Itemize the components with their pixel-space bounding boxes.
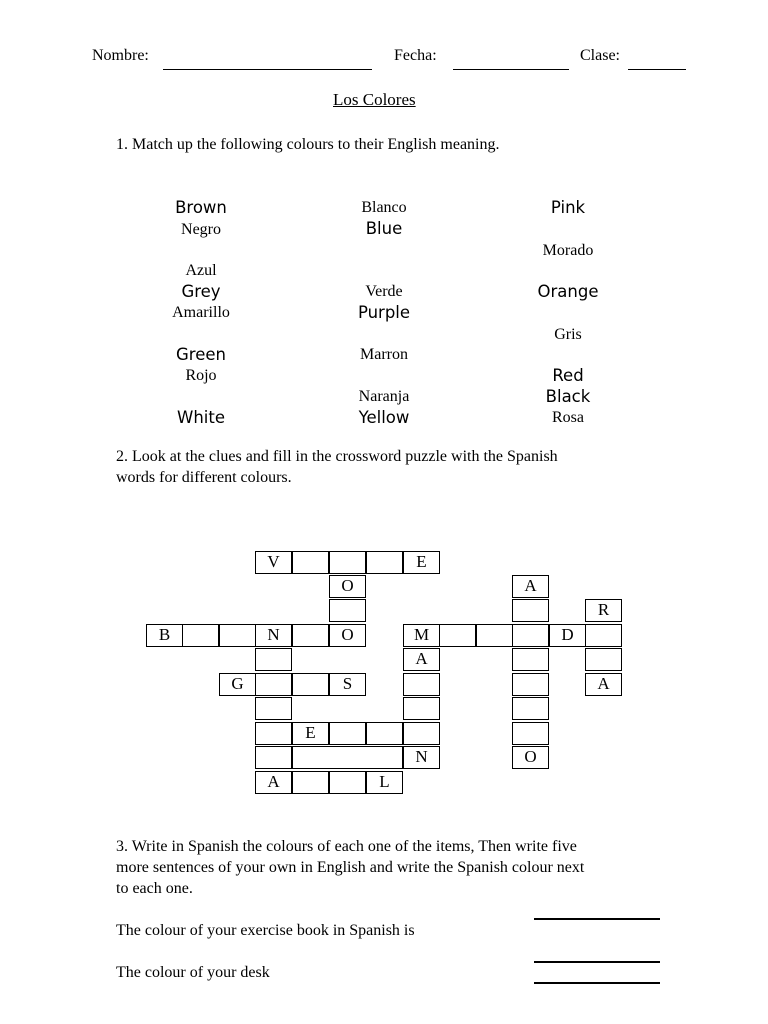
- crossword-cell[interactable]: [329, 771, 366, 794]
- crossword-cell[interactable]: N: [403, 746, 440, 769]
- crossword-cell[interactable]: L: [366, 771, 403, 794]
- crossword-cell[interactable]: [292, 551, 329, 574]
- crossword-cell[interactable]: [255, 722, 292, 745]
- crossword-cell[interactable]: [403, 673, 440, 696]
- crossword-cell[interactable]: [292, 673, 329, 696]
- crossword-cell[interactable]: G: [219, 673, 256, 696]
- crossword-cell[interactable]: [255, 648, 292, 671]
- word-amarillo: Amarillo: [172, 304, 230, 321]
- crossword-cell[interactable]: M: [403, 624, 440, 647]
- clase-field[interactable]: [628, 69, 686, 70]
- crossword-cell[interactable]: [255, 673, 292, 696]
- crossword-cell[interactable]: [292, 746, 403, 769]
- crossword-cell[interactable]: [512, 673, 549, 696]
- fecha-field[interactable]: [453, 69, 569, 70]
- crossword-cell[interactable]: [255, 697, 292, 720]
- word-verde: Verde: [365, 283, 403, 300]
- crossword-cell[interactable]: O: [512, 746, 549, 769]
- word-grey: Grey: [181, 282, 221, 301]
- crossword-cell[interactable]: D: [549, 624, 586, 647]
- item-1-answer-line[interactable]: [534, 918, 660, 920]
- crossword-cell[interactable]: [329, 599, 366, 622]
- crossword-cell[interactable]: O: [329, 575, 366, 598]
- fecha-label: Fecha:: [394, 47, 437, 64]
- crossword-cell[interactable]: [439, 624, 476, 647]
- crossword-cell[interactable]: B: [146, 624, 183, 647]
- word-pink: Pink: [550, 198, 586, 217]
- crossword-cell[interactable]: [512, 599, 549, 622]
- question-3-line-3: to each one.: [116, 880, 193, 897]
- item-1-text: The colour of your exercise book in Spanish is: [116, 922, 415, 939]
- crossword-cell[interactable]: [219, 624, 256, 647]
- crossword-cell[interactable]: [512, 624, 549, 647]
- crossword-cell[interactable]: [292, 771, 329, 794]
- crossword-cell[interactable]: [292, 624, 329, 647]
- crossword-cell[interactable]: [585, 648, 622, 671]
- clase-label: Clase:: [580, 47, 620, 64]
- word-yellow: Yellow: [358, 408, 410, 427]
- crossword-cell[interactable]: [512, 722, 549, 745]
- word-white: White: [177, 408, 225, 427]
- question-2-line-1: 2. Look at the clues and fill in the crossword puzzle with the Spanish: [116, 448, 558, 465]
- item-2-answer-line[interactable]: [534, 961, 660, 963]
- crossword-cell[interactable]: [476, 624, 513, 647]
- crossword-cell[interactable]: [366, 551, 403, 574]
- crossword-cell[interactable]: [403, 722, 440, 745]
- word-gris: Gris: [554, 326, 582, 343]
- question-1-text: 1. Match up the following colours to their English meaning.: [116, 136, 500, 153]
- question-3-line-2: more sentences of your own in English and write the Spanish colour next: [116, 859, 585, 876]
- word-red: Red: [552, 366, 584, 385]
- crossword-cell[interactable]: [403, 697, 440, 720]
- crossword-cell[interactable]: E: [292, 722, 329, 745]
- word-purple: Purple: [357, 303, 411, 322]
- crossword-cell[interactable]: O: [329, 624, 366, 647]
- crossword-cell[interactable]: [366, 722, 403, 745]
- word-rosa: Rosa: [552, 409, 584, 426]
- nombre-label: Nombre:: [92, 47, 149, 64]
- word-orange: Orange: [537, 282, 599, 301]
- crossword-cell[interactable]: [585, 624, 622, 647]
- nombre-field[interactable]: [163, 69, 372, 70]
- word-morado: Morado: [542, 242, 594, 259]
- word-negro: Negro: [181, 221, 221, 238]
- question-2-line-2: words for different colours.: [116, 469, 292, 486]
- word-blanco: Blanco: [361, 199, 407, 216]
- crossword-cell[interactable]: [329, 722, 366, 745]
- crossword-cell[interactable]: A: [585, 673, 622, 696]
- crossword-cell[interactable]: A: [255, 771, 292, 794]
- word-brown: Brown: [175, 198, 227, 217]
- word-black: Black: [545, 387, 591, 406]
- word-marron: Marron: [360, 346, 408, 363]
- crossword-cell[interactable]: E: [403, 551, 440, 574]
- item-2-text: The colour of your desk: [116, 964, 270, 981]
- word-naranja: Naranja: [358, 388, 410, 405]
- crossword-cell[interactable]: R: [585, 599, 622, 622]
- item-3-answer-line[interactable]: [534, 982, 660, 984]
- crossword-cell[interactable]: [512, 697, 549, 720]
- crossword-cell[interactable]: [512, 648, 549, 671]
- crossword-cell[interactable]: [255, 746, 292, 769]
- word-blue: Blue: [365, 219, 403, 238]
- word-azul: Azul: [185, 262, 217, 279]
- crossword-cell[interactable]: A: [512, 575, 549, 598]
- crossword-cell[interactable]: [329, 551, 366, 574]
- question-3-line-1: 3. Write in Spanish the colours of each one of the items, Then write five: [116, 838, 577, 855]
- crossword-cell[interactable]: V: [255, 551, 292, 574]
- crossword-cell[interactable]: S: [329, 673, 366, 696]
- crossword-cell[interactable]: N: [255, 624, 292, 647]
- page-title: Los Colores: [333, 90, 416, 109]
- word-rojo: Rojo: [185, 367, 217, 384]
- word-green: Green: [176, 345, 226, 364]
- crossword-cell[interactable]: A: [403, 648, 440, 671]
- crossword-cell[interactable]: [182, 624, 219, 647]
